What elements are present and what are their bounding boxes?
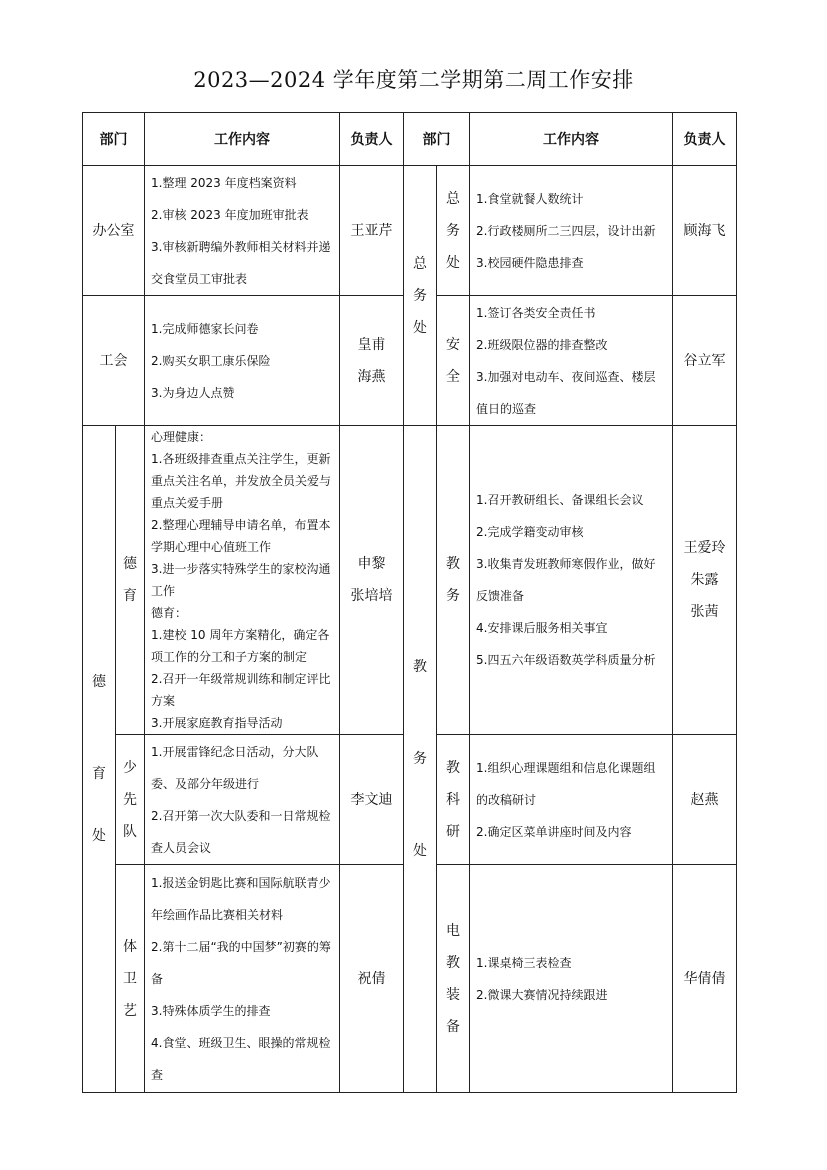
dept-office: 办公室 <box>83 166 145 296</box>
list-item: 2.完成学籍变动审核 <box>476 525 584 539</box>
sub-char: 教 <box>446 556 460 572</box>
sub-pe-art <box>116 865 145 1093</box>
header-row <box>83 113 737 166</box>
list-item: 1.报送金钥匙比赛和国际航联青少年绘画作品比赛相关材料 <box>151 875 331 922</box>
list-item: 1.签订各类安全责任书 <box>476 305 596 320</box>
owner-pe-art: 祝倩 <box>340 865 404 1093</box>
list-item: 1.完成师德家长问卷 <box>151 321 259 336</box>
header-dept: 部门 <box>83 113 145 166</box>
owner-research: 赵燕 <box>673 735 737 865</box>
list-item: 2.确定区菜单讲座时间及内容 <box>476 824 632 839</box>
sub-general <box>437 166 470 296</box>
dept-char: 务 <box>413 287 427 304</box>
dept-union: 工会 <box>83 296 145 426</box>
dept-char: 处 <box>413 843 427 859</box>
sub-char: 队 <box>123 823 137 840</box>
owner-line: 海燕 <box>357 368 386 385</box>
dept-academic-office <box>404 426 437 1093</box>
header-content: 工作内容 <box>145 113 340 166</box>
list-item: 2.行政楼厕所二三四层，设计出新 <box>476 223 656 238</box>
list-item: 3.收集青发班教师寒假作业，做好反馈准备 <box>476 557 656 603</box>
sub-research <box>437 735 470 865</box>
dept-char: 教 <box>413 659 427 675</box>
header-owner-right: 负责人 <box>673 113 737 166</box>
schedule-table <box>82 112 737 1093</box>
dept-char: 德 <box>92 674 106 690</box>
sub-char: 先 <box>123 791 137 808</box>
list-item: 2.召开一年级常规训练和制定评比方案 <box>151 672 331 708</box>
list-item: 1.开展雷锋纪念日活动，分大队委、及部分年级进行 <box>151 744 319 791</box>
list-item: 3.审核新聘编外教师相关材料并递交食堂员工审批表 <box>151 239 331 286</box>
sub-char: 少 <box>123 759 137 776</box>
list-item: 4.安排课后服务相关事宜 <box>476 621 608 635</box>
sub-teaching <box>437 426 470 735</box>
sub-moral <box>116 426 145 735</box>
teaching-content <box>470 426 673 735</box>
sub-av <box>437 865 470 1093</box>
list-item: 3.校园硬件隐患排查 <box>476 255 584 270</box>
list-item: 1.课桌椅三表检查 <box>476 955 572 970</box>
owner-pioneers: 李文迪 <box>340 735 404 865</box>
list-item: 2.整理心理辅导申请名单，布置本学期心理中心值班工作 <box>151 518 331 554</box>
sub-char: 务 <box>446 588 460 604</box>
dept-moral-office <box>83 426 116 1093</box>
sub-char: 全 <box>446 368 460 385</box>
list-item: 3.加强对电动车、夜间巡查、楼层值日的巡查 <box>476 369 656 416</box>
owner-teaching <box>673 426 737 735</box>
sub-char: 电 <box>446 922 460 939</box>
av-content <box>470 865 673 1093</box>
list-item: 2.微课大赛情况持续跟进 <box>476 987 608 1002</box>
sub-pioneers <box>116 735 145 865</box>
owner-line: 申黎 <box>357 556 386 572</box>
owner-line: 王爱玲 <box>683 540 726 556</box>
safety-content <box>470 296 673 426</box>
sub-char: 总 <box>446 190 460 207</box>
list-item: 1.建校 10 周年方案精化，确定各项工作的分工和子方案的制定 <box>151 628 330 664</box>
sub-char: 艺 <box>123 1002 137 1019</box>
owner-moral <box>340 426 404 735</box>
list-item: 1.组织心理课题组和信息化课题组的改稿研讨 <box>476 760 656 807</box>
union-content <box>145 296 340 426</box>
list-item: 德育： <box>151 606 188 620</box>
moral-content <box>145 426 340 735</box>
sub-char: 处 <box>446 254 460 271</box>
owner-safety: 谷立军 <box>673 296 737 426</box>
sub-char: 教 <box>446 954 460 971</box>
dept-char: 处 <box>92 828 106 844</box>
header-content-right: 工作内容 <box>470 113 673 166</box>
dept-char: 务 <box>413 751 427 767</box>
list-item: 2.召开第一次大队委和一日常规检查人员会议 <box>151 808 331 855</box>
list-item: 3.特殊体质学生的排查 <box>151 1003 271 1018</box>
owner-av: 华倩倩 <box>673 865 737 1093</box>
list-item: 4.食堂、班级卫生、眼操的常规检查 <box>151 1035 331 1082</box>
dept-general-office <box>404 166 437 426</box>
list-item: 2.审核 2023 年度加班审批表 <box>151 207 309 222</box>
owner-line: 张茜 <box>690 604 719 620</box>
sub-char: 装 <box>446 986 460 1003</box>
list-item: 3.开展家庭教育指导活动 <box>151 716 283 730</box>
dept-char: 处 <box>413 319 427 336</box>
sub-char: 务 <box>446 222 460 239</box>
owner-line: 朱露 <box>690 572 719 588</box>
research-content <box>470 735 673 865</box>
list-item: 5.四五六年级语数英学科质量分析 <box>476 653 656 667</box>
pioneers-content <box>145 735 340 865</box>
header-owner: 负责人 <box>340 113 404 166</box>
sub-char: 卫 <box>123 970 137 987</box>
row-moral <box>83 426 737 735</box>
sub-char: 安 <box>446 336 460 353</box>
row-office <box>83 166 737 296</box>
header-dept-right: 部门 <box>404 113 470 166</box>
list-item: 3.进一步落实特殊学生的家校沟通工作 <box>151 562 331 598</box>
sub-char: 研 <box>446 823 460 840</box>
owner-general: 顾海飞 <box>673 166 737 296</box>
list-item: 1.各班级排查重点关注学生，更新重点关注名单，并发放全员关爱与重点关爱手册 <box>151 452 332 510</box>
list-item: 心理健康： <box>151 430 212 444</box>
general-content <box>470 166 673 296</box>
page-title: 2023—2024 学年度第二学期第二周工作安排 <box>193 68 634 92</box>
office-content <box>145 166 340 296</box>
list-item: 1.整理 2023 年度档案资料 <box>151 175 297 190</box>
owner-union <box>340 296 404 426</box>
pe-art-content <box>145 865 340 1093</box>
list-item: 2.班级限位器的排查整改 <box>476 337 608 352</box>
owner-line: 张培培 <box>350 588 393 604</box>
list-item: 1.食堂就餐人数统计 <box>476 191 584 206</box>
dept-char: 总 <box>413 255 427 272</box>
list-item: 2.购买女职工康乐保险 <box>151 353 271 368</box>
sub-safety <box>437 296 470 426</box>
sub-char: 德 <box>123 556 137 572</box>
sub-char: 备 <box>446 1018 460 1035</box>
sub-char: 育 <box>123 588 137 604</box>
owner-office: 王亚芹 <box>340 166 404 296</box>
dept-char: 育 <box>92 766 106 782</box>
sub-char: 体 <box>123 938 137 955</box>
sub-char: 教 <box>446 759 460 776</box>
list-item: 3.为身边人点赞 <box>151 385 235 400</box>
list-item: 2.第十二届“我的中国梦”初赛的筹备 <box>151 939 331 986</box>
owner-line: 皇甫 <box>357 336 386 353</box>
sub-char: 科 <box>446 791 460 808</box>
list-item: 1.召开教研组长、备课组长会议 <box>476 493 644 507</box>
